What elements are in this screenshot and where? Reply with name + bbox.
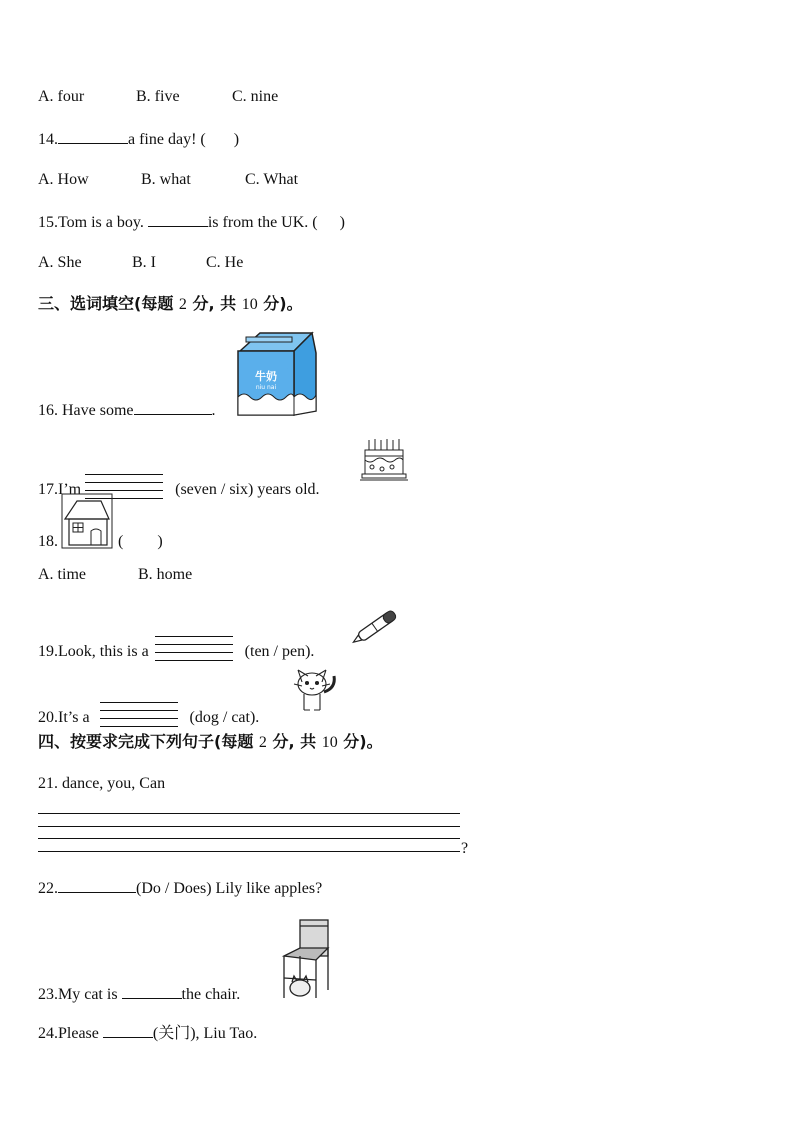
question-text: My cat is [58,986,122,1003]
question-number: 21. [38,775,58,792]
answer-blank[interactable] [134,400,212,415]
milk-carton-icon [232,331,320,422]
paren-open: ( [118,533,124,550]
question-text: a fine day! ( [128,131,206,148]
question-number: 14. [38,131,58,148]
heading-text-2: 分, 共 [186,294,242,313]
question-23 [38,984,240,1005]
question-20 [38,698,259,728]
writing-line-2[interactable] [38,826,460,827]
answer-blank[interactable] [58,129,128,144]
q13-options [38,87,278,107]
pen-icon [352,603,404,652]
milk-label: 牛奶 [255,370,277,383]
question-text-2: is from the UK. ( [207,214,318,231]
writing-line-1[interactable] [38,813,460,814]
option-a: A. How [38,171,89,188]
section-3-heading [38,294,303,315]
question-mark: ? [461,840,469,857]
answer-blank[interactable] [103,1023,153,1038]
heading-text-3: 分)。 [257,294,303,313]
question-16 [38,400,216,421]
question-19 [38,632,314,662]
q18-options [38,565,192,585]
question-18 [38,532,163,552]
question-text-2: . [211,402,216,419]
option-c: C. He [206,254,244,271]
question-number: 16. [38,402,58,419]
question-text-2: (ten / pen). [244,643,315,660]
answer-blank[interactable] [58,878,136,893]
question-number: 17. [38,481,58,498]
cat-icon [290,662,342,719]
option-b: B. what [141,171,191,188]
option-b: B. five [136,88,180,105]
answer-blank[interactable] [122,984,182,999]
question-text: (Do / Does) Lily like apples? [136,880,323,897]
question-number: 15. [38,214,58,231]
question-text-2: (dog / cat). [189,709,260,726]
birthday-cake-icon [360,436,410,489]
option-b: B. home [138,566,193,583]
four-line-writing-blank[interactable] [155,632,233,662]
question-text: Have some [58,402,134,419]
paren-close: ) [233,131,240,148]
question-14 [38,129,239,150]
heading-text: 三、选词填空(每题 [38,294,179,313]
question-24 [38,1023,257,1044]
question-text-2: the chair. [181,986,241,1003]
chair-with-cat-icon [278,918,334,1005]
question-text: Please [58,1025,103,1042]
heading-points: 2 [258,734,267,751]
heading-text-3: 分)。 [337,732,383,751]
question-number: 20. [38,709,58,726]
heading-text: 四、按要求完成下列句子(每题 [38,732,259,751]
option-c: C. nine [232,88,279,105]
milk-pinyin: niu nai [255,384,277,391]
heading-total: 10 [241,296,258,313]
question-number: 24. [38,1025,58,1042]
option-a: A. She [38,254,82,271]
question-text: I’m [58,481,82,498]
writing-line-3[interactable] [38,838,460,839]
option-a: A. time [38,566,86,583]
question-text: Tom is a boy. [58,214,148,231]
four-line-writing-blank[interactable] [100,698,178,728]
question-number: 19. [38,643,58,660]
option-a: A. four [38,88,85,105]
paren-close: ) [339,214,345,231]
question-number: 23. [38,986,58,1003]
question-text-2: (seven / six) years old. [175,481,320,498]
heading-total: 10 [321,734,338,751]
option-b: B. I [132,254,156,271]
question-15 [38,212,345,233]
writing-line-4[interactable] [38,851,460,852]
question-21 [38,774,165,794]
option-c: C. What [245,171,299,188]
question-text-2: (关门), Liu Tao. [152,1025,258,1042]
section-4-heading [38,732,383,753]
q15-options [38,253,243,273]
question-number: 22. [38,880,58,897]
question-22 [38,878,322,899]
paren-close: ) [157,533,163,550]
q14-options [38,170,298,190]
answer-blank[interactable] [148,212,208,227]
heading-points: 2 [178,296,187,313]
question-text: dance, you, Can [58,775,166,792]
question-text: It’s a [58,709,90,726]
question-text: Look, this is a [58,643,149,660]
question-number: 18. [38,533,58,550]
heading-text-2: 分, 共 [266,732,322,751]
